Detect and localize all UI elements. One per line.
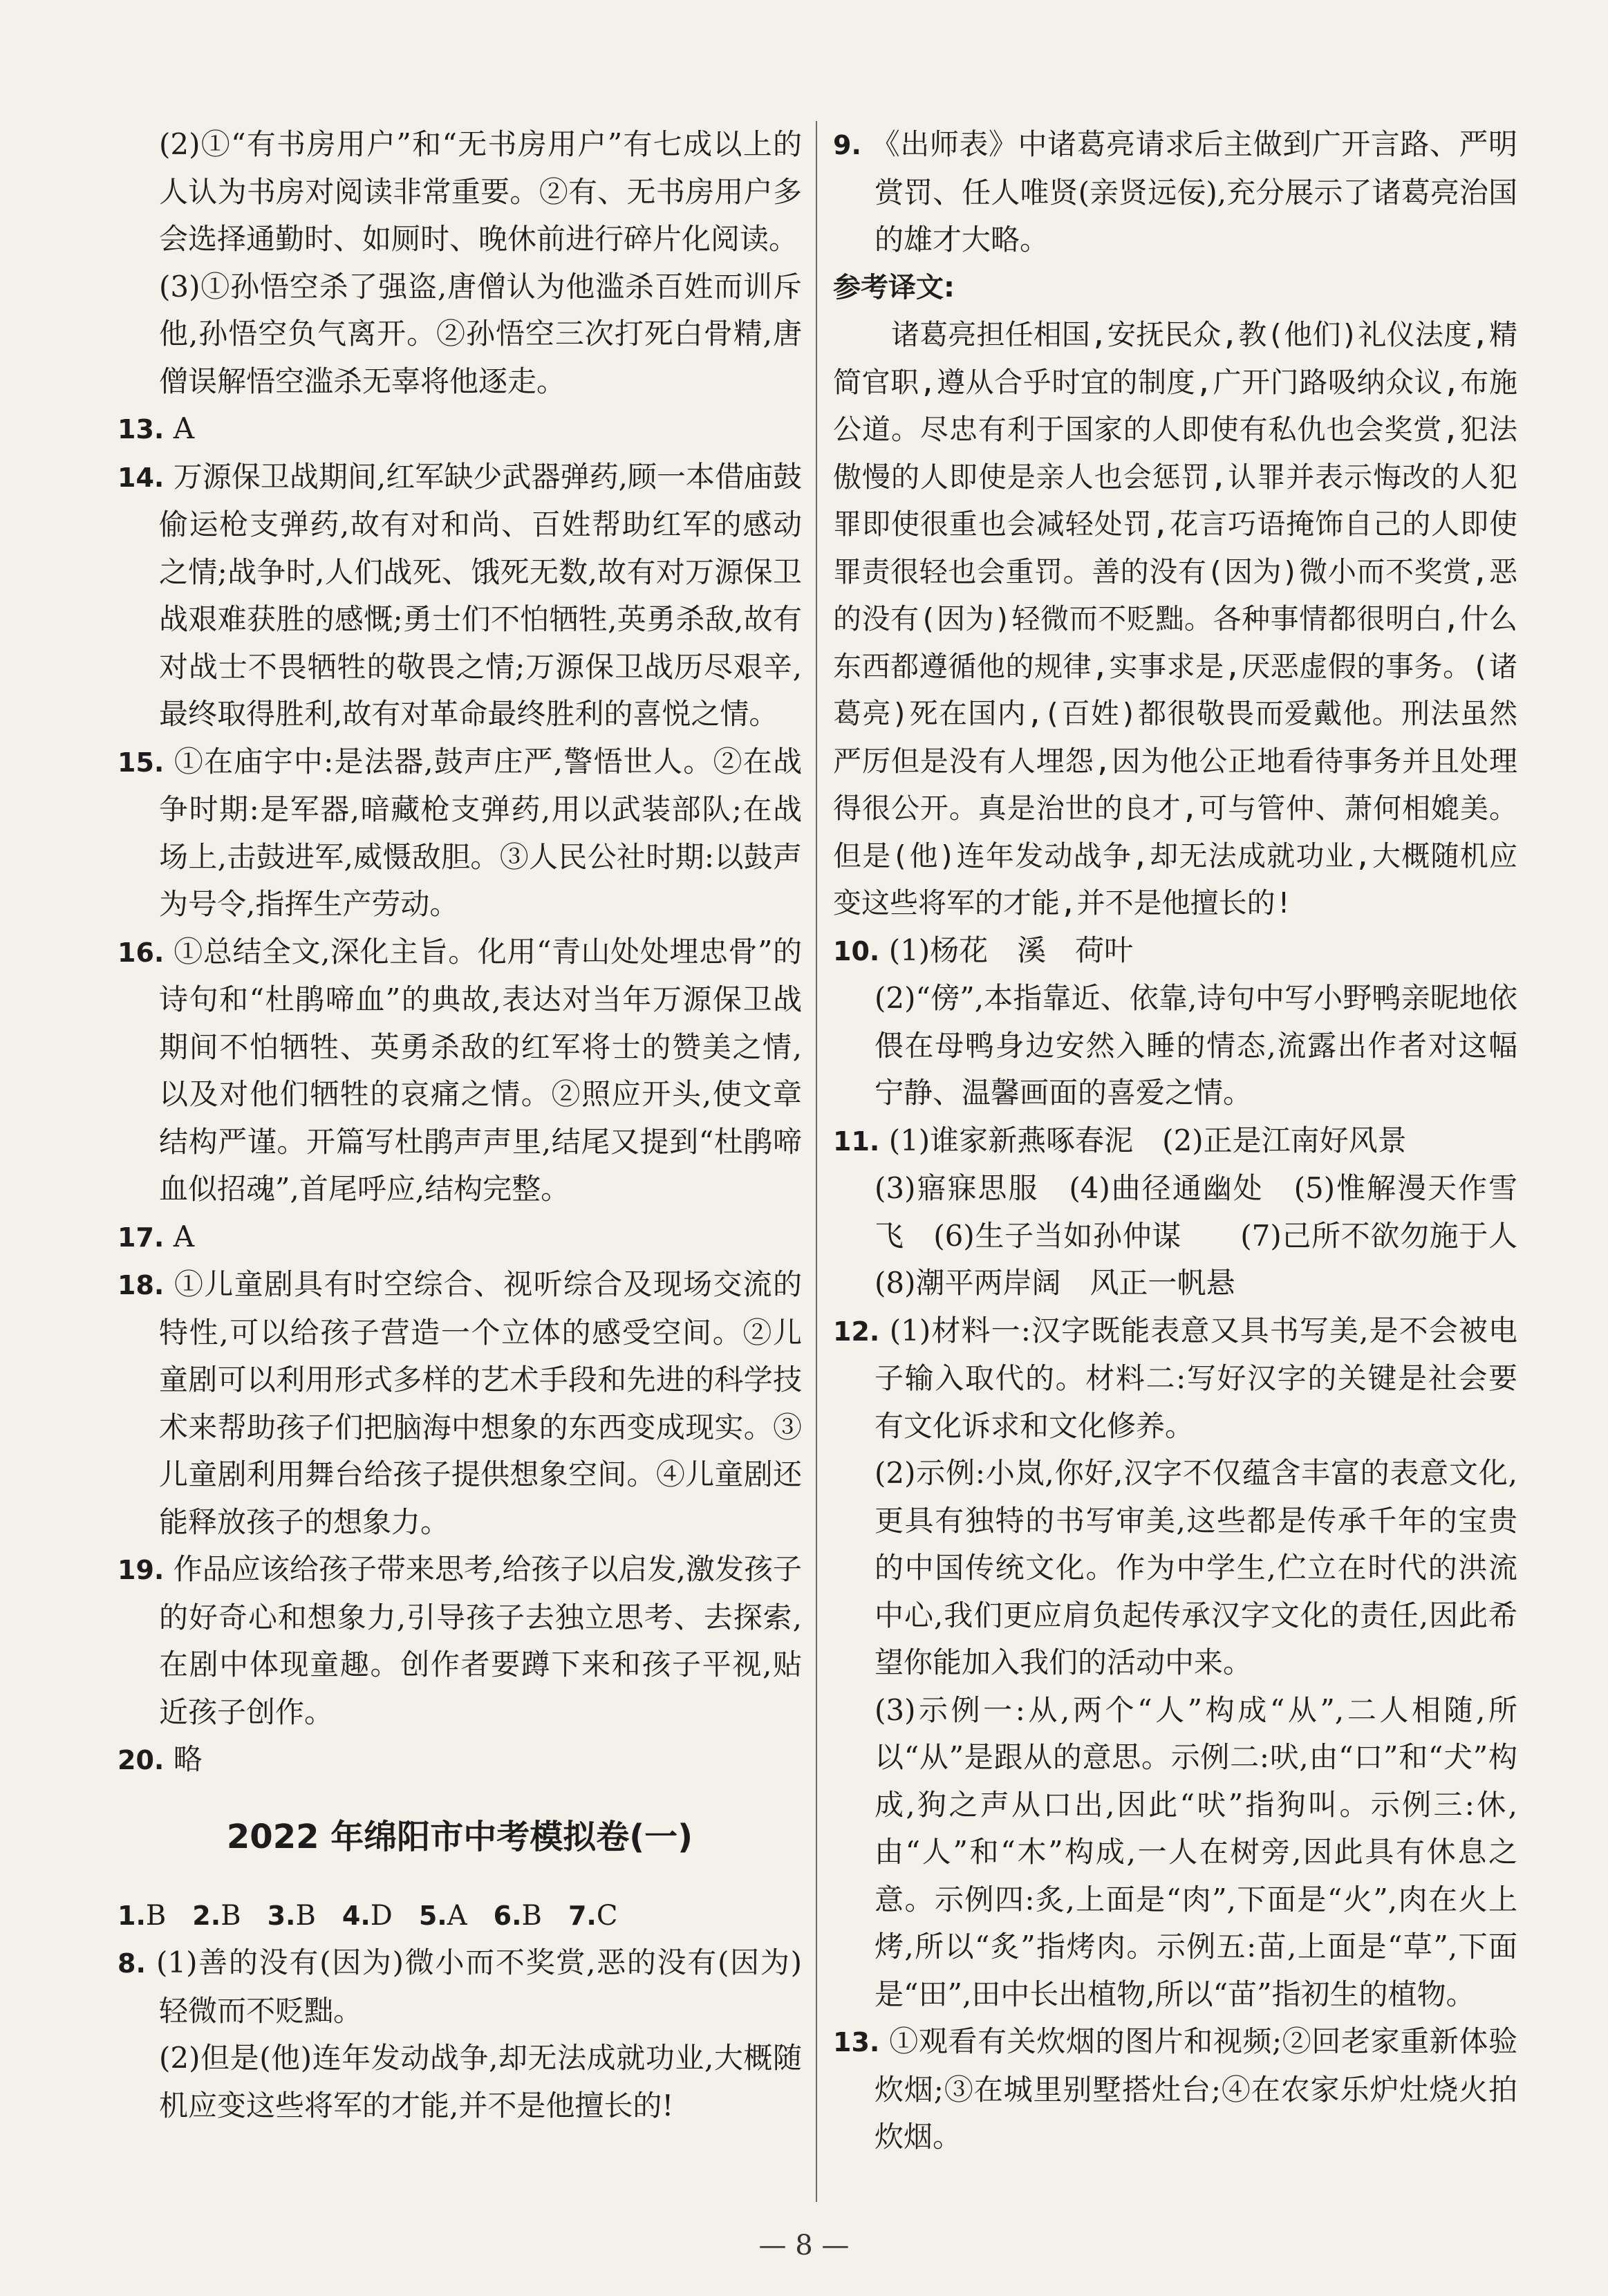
mc-answer-3	[268, 1892, 316, 1940]
left-column	[118, 121, 802, 2129]
q13-right-text: ①观看有关炊烟的图片和视频;②回老家重新体验炊烟;③在城里别墅搭灶台;④在农家乐炉灶烧火拍炊烟。	[875, 2024, 1517, 2154]
mc-answer-6	[494, 1892, 542, 1940]
mc-number: 5.	[418, 1900, 447, 1931]
q10-number: 10.	[833, 935, 880, 967]
q20-number: 20.	[118, 1745, 165, 1775]
q13-answer	[118, 405, 802, 454]
q14-number: 14.	[118, 462, 165, 493]
mc-number: 4.	[342, 1900, 371, 1931]
q19-text: 作品应该给孩子带来思考,给孩子以启发,激发孩子的好奇心和想象力,引导孩子去独立思考、去探索,在剧中体现童趣。创作者要蹲下来和孩子平视,贴近孩子创作。	[159, 1552, 803, 1729]
q12-number: 12.	[833, 1316, 880, 1347]
q16-answer	[118, 928, 802, 1213]
q16-number: 16.	[118, 937, 165, 968]
q9-text: 《出师表》中诸葛亮请求后主做到广开言路、严明赏罚、任人唯贤(亲贤远佞),充分展示了诸葛亮治国的雄才大略。	[870, 127, 1517, 256]
q13-right-answer	[833, 2018, 1517, 2161]
mc-answer-4	[342, 1892, 393, 1940]
q20-answer	[118, 1736, 802, 1784]
mc-number: 7.	[568, 1900, 597, 1931]
q11-part2: (3)寤寐思服 (4)曲径通幽处 (5)惟解漫天作雪飞 (6)生子当如孙仲谋 (7)己所不欲勿施于人 (8)潮平两岸阔 风正一帆悬	[875, 1171, 1547, 1300]
q13-right-number: 13.	[833, 2027, 880, 2057]
mc-number: 1.	[118, 1900, 146, 1931]
q8-text: (1)善的没有(因为)微小而不奖赏,恶的没有(因为)轻微而不贬黜。	[156, 1945, 802, 2028]
q10-part2: (2)“傍”,本指靠近、依靠,诗句中写小野鸭亲昵地依偎在母鸭身边安然入睡的情态,流露出作者对这幅宁静、温馨画面的喜爱之情。	[875, 981, 1517, 1110]
mc-number: 6.	[493, 1900, 522, 1931]
mc-answer-5	[419, 1892, 467, 1940]
q13-text: A	[173, 411, 195, 445]
q13-number: 13.	[118, 414, 165, 445]
right-column	[833, 121, 1547, 2161]
reference-translation: 诸葛亮担任相国,安抚民众,教(他们)礼仪法度,精简官职,遵从合乎时宜的制度,广开门路吸纳众议,布施公道。尽忠有利于国家的人即使有私仇也会奖赏,犯法傲慢的人即使是亲人也会惩罚,认罪并表示悔改的人犯罪即使很重也会减轻处罚,花言巧语掩饰自己的人即使罪责很轻也会重罚。善的没有(因为)微小而不奖赏,恶的没有(因为)轻微而不贬黜。各种事情都很明白,什么东西都遵循他的规律,实事求是,厌恶虚假的事务。(诸葛亮)死在国内,(百姓)都很敬畏而爱戴他。刑法虽然严厉但是没有人埋怨,因为他公正地看待事务并且处理得很公开。真是治世的良才,可与管仲、萧何相媲美。但是(他)连年发动战争,却无法成就功业,大概随机应变这些将军的才能,并不是他擅长的!	[833, 318, 1517, 920]
q11-answer	[833, 1117, 1517, 1166]
q17-number: 17.	[118, 1222, 165, 1253]
mc-letter: B	[295, 1899, 316, 1932]
mc-letter: B	[145, 1899, 167, 1932]
q12-part3: (3)①孙悟空杀了强盗,唐僧认为他滥杀百姓而训斥他,孙悟空负气离开。②孙悟空三次打死白骨精,唐僧误解悟空滥杀无辜将他逐走。	[159, 269, 802, 398]
q9-number: 9.	[833, 130, 861, 160]
mc-answer-1	[118, 1892, 166, 1940]
mc-letter: C	[596, 1899, 618, 1932]
mc-letter: B	[521, 1899, 542, 1932]
q17-text: A	[173, 1219, 195, 1253]
q12-answer	[833, 1307, 1517, 1450]
q19-number: 19.	[118, 1555, 165, 1585]
q12-right-part2: (2)示例:小岚,你好,汉字不仅蕴含丰富的表意文化,更具有独特的书写审美,这些都是传承千年的宝贵的中国传统文化。作为中学生,伫立在时代的洪流中心,我们更应肩负起传承汉字文化的责任,因此希望你能加入我们的活动中来。	[875, 1456, 1517, 1679]
q15-text: ①在庙宇中:是法器,鼓声庄严,警悟世人。②在战争时期:是军器,暗藏枪支弹药,用以武装部队;在战场上,击鼓进军,威慑敌胆。③人民公社时期:以鼓声为号令,指挥生产劳动。	[159, 744, 802, 921]
q8-number: 8.	[118, 1948, 146, 1979]
mc-letter: A	[447, 1899, 467, 1932]
q10-answer	[833, 927, 1517, 976]
q18-answer	[118, 1261, 802, 1546]
q11-text: (1)谁家新燕啄春泥 (2)正是江南好风景	[888, 1123, 1407, 1157]
page-number: — 8 —	[758, 2230, 850, 2261]
q15-number: 15.	[118, 747, 165, 778]
q12-text: (1)材料一:汉字既能表意又具书写美,是不会被电子输入取代的。材料二:写好汉字的关键是社会要有文化诉求和文化修养。	[875, 1313, 1517, 1443]
q14-answer	[118, 454, 802, 738]
mc-number: 2.	[192, 1900, 221, 1931]
q9-answer	[833, 121, 1517, 264]
q12-part2: (2)①“有书房用户”和“无书房用户”有七成以上的人认为书房对阅读非常重要。②有、无书房用户多会选择通勤时、如厕时、晚休前进行碎片化阅读。	[159, 127, 802, 256]
mc-letter: D	[370, 1899, 393, 1932]
q12-right-part3: (3)示例一:从,两个“人”构成“从”,二人相随,所以“从”是跟从的意思。示例二:吠,由“口”和“犬”构成,狗之声从口出,因此“吠”指狗叫。示例三:休,由“人”和“木”构成,一人在树旁,因此具有休息之意。示例四:炙,上面是“肉”,下面是“火”,肉在火上烤,所以“炙”指烤肉。示例五:苗,上面是“草”,下面是“田”,田中长出植物,所以“苗”指初生的植物。	[875, 1692, 1517, 2011]
q8-answer	[118, 1939, 802, 2035]
q17-answer	[118, 1213, 802, 1262]
q18-text: ①儿童剧具有时空综合、视听综合及现场交流的特性,可以给孩子营造一个立体的感受空间。②儿童剧可以利用形式多样的艺术手段和先进的科学技术来帮助孩子们把脑海中想象的东西变成现实。③儿童剧利用舞台给孩子提供想象空间。④儿童剧还能释放孩子的想象力。	[159, 1267, 802, 1539]
mc-letter: B	[221, 1899, 241, 1932]
q18-number: 18.	[118, 1270, 165, 1300]
q14-text: 万源保卫战期间,红军缺少武器弹药,顾一本借庙鼓偷运枪支弹药,故有对和尚、百姓帮助红军的感动之情;战争时,人们战死、饿死无数,故有对万源保卫战艰难获胜的感慨;勇士们不怕牺牲,英勇杀敌,故有对战士不畏牺牲的敬畏之情;万源保卫战历尽艰辛,最终取得胜利,故有对革命最终胜利的喜悦之情。	[159, 459, 803, 731]
exam-section-title: 2022 年绵阳市中考模拟卷(一)	[226, 1817, 693, 1856]
q20-text: 略	[173, 1742, 203, 1776]
q19-answer	[118, 1546, 802, 1736]
mc-answer-7	[568, 1892, 618, 1940]
q8-part2: (2)但是(他)连年发动战争,却无法成就功业,大概随机应变这些将军的才能,并不是他擅长的!	[159, 2041, 802, 2122]
mc-answer-2	[192, 1892, 241, 1940]
q10-text: (1)杨花 溪 荷叶	[888, 933, 1134, 967]
q16-text: ①总结全文,深化主旨。化用“青山处处埋忠骨”的诗句和“杜鹃啼血”的典故,表达对当年万源保卫战期间不怕牺牲、英勇杀敌的红军将士的赞美之情,以及对他们牺牲的哀痛之情。②照应开头,使文章结构严谨。开篇写杜鹃声声里,结尾又提到“杜鹃啼血似招魂”,首尾呼应,结构完整。	[159, 934, 802, 1206]
multiple-choice-answers	[118, 1892, 802, 1940]
reference-translation-title: 参考译文:	[833, 271, 955, 304]
q15-answer	[118, 738, 802, 928]
q11-number: 11.	[833, 1126, 880, 1157]
mc-number: 3.	[267, 1900, 296, 1931]
column-divider	[816, 121, 817, 2202]
